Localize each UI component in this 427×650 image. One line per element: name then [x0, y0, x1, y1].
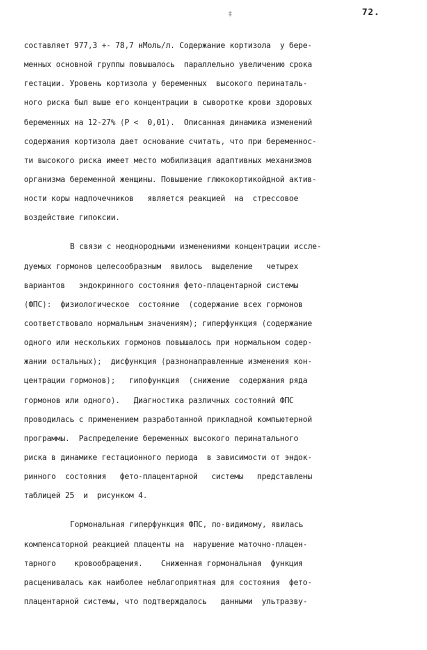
text-line: плацентарной системы, что подтверждалось данными ультразву- — [24, 596, 308, 606]
text-line: Гормональная гиперфункция ФПС, по-видимому, явилась — [70, 520, 304, 530]
text-line: проводилась с применением разработанной прикладной компьютерной — [24, 414, 313, 424]
text-line: соответствовало нормальным значениям); гиперфункция (содержание — [24, 318, 313, 328]
document-body — [24, 36, 406, 611]
text-line: (ФПС): физиологическое состояние (содержание всех гормонов — [24, 299, 303, 309]
text-line: дуемых гормонов целесообразным явилось выделение четырех — [24, 261, 299, 271]
paragraph-1 — [24, 36, 406, 227]
text-line: центрации гормонов); гипофункция (снижение содержания ряда — [24, 376, 308, 386]
text-line: организма беременной женщины. Повышение глюкокортикойдной актив- — [24, 174, 317, 184]
text-line: гестации. Уровень кортизола у беременных высокого перинаталь- — [24, 79, 308, 89]
text-line: беременных на 12-27% (Р < 0,01). Описанная динамика изменений — [24, 117, 313, 127]
text-line: одного или нескольких гормонов повышалось при нормальном содер- — [24, 338, 313, 348]
text-line: ности коры надпочечников является реакцией на стрессовое — [24, 194, 299, 204]
text-line: В связи с неоднородными изменениями концентрации иссле- — [70, 242, 322, 252]
text-line: содержания кортизола дает основание считать, что при беременнос- — [24, 136, 317, 146]
text-line: менных основной группы повышалось параллельно увеличению срока — [24, 60, 313, 70]
text-line: составляет 977,3 +- 78,7 нМоль/л. Содержание кортизола у бере- — [24, 41, 313, 50]
text-line: жании остальных); дисфункция (разнонаправленные изменения кон- — [24, 357, 313, 367]
page-mark: ‡ — [228, 10, 233, 18]
text-line: компенсаторной реакцией плаценты на нарушение маточно-плацен- — [24, 539, 308, 549]
text-line: вариантов эндокринного состояния фето-плацентарной системы — [24, 280, 299, 290]
text-line: риска в динамике гестационного периода в зависимости от эндок- — [24, 452, 313, 462]
page-number: 72. — [362, 8, 380, 18]
text-line: расценивалась как наиболее неблагоприятная для состояния фето- — [24, 577, 313, 587]
text-line: ринного состояния фето-плацентарной системы представлены — [24, 472, 313, 482]
text-line: ти высокого риска имеет место мобилизация адаптивных механизмов — [24, 155, 313, 165]
paragraph-3 — [24, 515, 406, 611]
text-line: тарного кровообращения. Сниженная гормональная функция — [24, 558, 303, 568]
text-line: ного риска был выше его концентрации в сыворотке крови здоровых — [24, 98, 313, 108]
text-line: программы. Распределение беременных высокого перинатального — [24, 433, 299, 443]
paragraph-2 — [24, 237, 406, 505]
text-line: гормонов или одного). Диагностика различных состояний ФПС — [24, 395, 294, 405]
text-line: воздействие гипоксии. — [24, 213, 121, 223]
text-line: таблицей 25 и рисунком 4. — [24, 491, 148, 501]
